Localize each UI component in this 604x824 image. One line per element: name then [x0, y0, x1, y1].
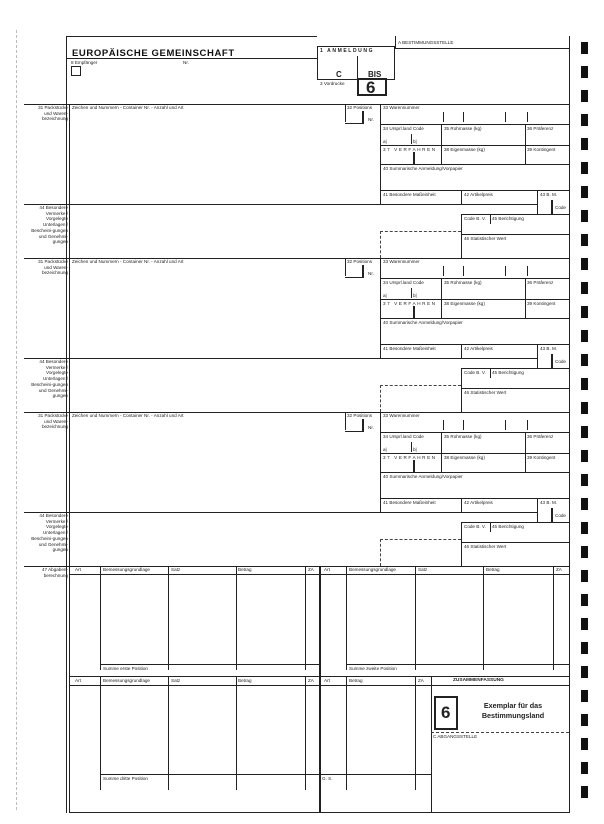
item3-code: Code	[555, 513, 566, 518]
item2-mid-divider	[380, 258, 381, 358]
abgaben-ll-satz: Satz	[171, 678, 181, 683]
item1-code: Code	[555, 205, 566, 210]
recipient-nr-label: Nr.	[183, 60, 189, 65]
abgaben-lr-betrag: Betrag	[349, 678, 363, 683]
abgaben-ur-v4	[553, 566, 554, 670]
item2-artikelpreis: 42 Artikelpreis	[464, 346, 493, 351]
abgaben-lr-gs: G. S.	[322, 776, 333, 781]
abgaben-lr-art: Art	[324, 678, 330, 683]
item1-berechtigung: 45 Berichtigung	[492, 216, 524, 221]
item1-wn-tick2	[463, 112, 464, 122]
item3-div-525	[525, 432, 526, 472]
item1-nr: Nr.	[368, 117, 374, 122]
item3-dash	[380, 539, 461, 540]
item2-ab-tick	[411, 288, 412, 298]
item3-artikelpreis: 42 Artikelpreis	[464, 500, 493, 505]
declaration-divider	[357, 56, 358, 80]
exemplar-line2: Bestimmungsland	[481, 711, 545, 720]
item1-warennummer: 33 Warennummer	[383, 105, 420, 110]
item2-wn-tick1	[443, 266, 444, 276]
item2-row-34	[380, 278, 569, 279]
item2-statistischer: 46 Statistischer Wert	[464, 390, 507, 395]
item3-div-461	[461, 498, 462, 512]
item2-kontingent: 39 Kontingent	[527, 301, 556, 306]
abgaben-ur-v1	[346, 566, 347, 670]
item3-row-40	[380, 472, 569, 473]
item1-rohmasse: 35 Rohmasse (kg)	[444, 126, 482, 131]
left-perforation	[16, 30, 17, 810]
item2-rohmasse: 35 Rohmasse (kg)	[444, 280, 482, 285]
abgaben-lr-v3	[431, 676, 432, 813]
item3-row-37	[380, 453, 569, 454]
item1-side-label: 31 Packstücke und Waren-bezeichnung	[38, 105, 68, 122]
item1-verfahren: 37 VERFAHREN	[383, 147, 437, 152]
item2-44-top	[24, 358, 537, 359]
item1-ursprungsland: 34 Ursprl.land Code	[383, 126, 424, 131]
item1-wn-tick4	[527, 112, 528, 122]
sheet-bottom	[69, 812, 569, 813]
item1-statistischer: 46 Statistischer Wert	[464, 236, 507, 241]
item3-div-441	[441, 432, 442, 472]
abgaben-ur-head	[319, 574, 569, 575]
item3-44-top	[24, 512, 537, 513]
item2-div-537	[537, 344, 538, 368]
item3-positions-label: 32 Positions	[347, 413, 373, 418]
item1-artikelpreis: 42 Artikelpreis	[464, 192, 493, 197]
item2-masseinheit: 41 Besondere Maßeinheit	[383, 346, 436, 351]
item1-row-37	[380, 145, 569, 146]
sheet-top-right-divider	[395, 36, 396, 48]
item2-verf-bracket	[413, 306, 415, 318]
abgaben-ul-sum	[100, 664, 319, 665]
abgaben-ll-head	[69, 685, 319, 686]
item3-44-row2	[461, 522, 569, 523]
abgaben-lr-v1	[346, 676, 347, 790]
item1-44-label: 44 Besondere Vermerke / Vorgelegte Unterlagen / Bescheini-gungen und Genehmi-gungen	[31, 205, 68, 245]
item3-codebv: Code B. V.	[464, 524, 486, 529]
abgaben-ll-v3	[236, 676, 237, 790]
item3-b: b|	[413, 447, 417, 452]
item1-mid-divider	[380, 104, 381, 204]
item1-row-34	[380, 124, 569, 125]
abgaben-ll-summe: Summe dritte Position	[103, 776, 148, 781]
declaration-c: C	[336, 70, 342, 79]
item2-div-461	[461, 344, 462, 358]
item1-positions-label: 32 Positions	[347, 105, 373, 110]
item3-div-490	[490, 522, 491, 532]
item3-dash-v	[380, 539, 381, 566]
item1-masseinheit: 41 Besondere Maßeinheit	[383, 192, 436, 197]
item3-ursprungsland: 34 Ursprl.land Code	[383, 434, 424, 439]
exemplar-line1: Exemplar für das	[483, 701, 543, 710]
item1-div-537	[537, 190, 538, 214]
item2-div-525	[525, 278, 526, 318]
abgaben-mid	[69, 676, 569, 677]
abgaben-ll-art: Art	[75, 678, 81, 683]
item1-ab-tick	[411, 134, 412, 144]
item1-marks-label: Zeichen und Nummern - Container Nr. - Anzahl und Art	[72, 105, 184, 110]
abgaben-ur-betrag: Betrag	[486, 567, 500, 572]
item1-wn-tick3	[505, 112, 506, 122]
item1-bm-bracket	[551, 200, 553, 214]
abgaben-ul-bem: Bemessungsgrundlage	[103, 567, 150, 572]
item2-verfahren: 37 VERFAHREN	[383, 301, 437, 306]
item1-praeferenz: 36 Präferenz	[527, 126, 554, 131]
abgaben-ur-art: Art	[324, 567, 330, 572]
copy-number: 6	[366, 78, 376, 97]
item3-div-461b	[461, 522, 462, 566]
item3-side-label: 31 Packstücke und Waren-bezeichnung	[38, 413, 68, 430]
abgangsstelle-label: C ABGANGSSTELLE	[433, 734, 478, 739]
abgaben-ur-v3	[483, 566, 484, 670]
abgaben-ll-v2	[168, 676, 169, 790]
item2-nr: Nr.	[368, 271, 374, 276]
abgaben-lr-v2	[415, 676, 416, 790]
item3-bm-bracket	[551, 508, 553, 522]
item3-a: a|	[383, 447, 387, 452]
item3-verfahren: 37 VERFAHREN	[383, 455, 437, 460]
item3-div-537	[537, 498, 538, 522]
item3-marks-label: Zeichen und Nummern - Container Nr. - Anzahl und Art	[72, 413, 184, 418]
item2-marks-label: Zeichen und Nummern - Container Nr. - Anzahl und Art	[72, 259, 184, 264]
item3-mid-divider	[380, 412, 381, 512]
abgaben-ll-v4	[305, 676, 306, 790]
item3-bm: 43 B. M.	[540, 500, 558, 505]
abgaben-zusammenfassung: ZUSAMMENFASSUNG	[453, 678, 504, 683]
abgaben-ur-v2	[415, 566, 416, 670]
abgaben-ul-v4	[305, 566, 306, 670]
item3-masseinheit: 41 Besondere Maßeinheit	[383, 500, 436, 505]
item2-praeferenz: 36 Präferenz	[527, 280, 554, 285]
item1-46-top	[461, 234, 569, 235]
item2-a: a|	[383, 293, 387, 298]
item1-dash	[380, 231, 461, 232]
item2-div-490	[490, 368, 491, 378]
item1-col2	[69, 104, 70, 258]
item2-positions-label: 32 Positions	[347, 259, 373, 264]
item1-44-row2	[461, 214, 569, 215]
item2-44-row2	[461, 368, 569, 369]
item1-dash-v	[380, 231, 381, 258]
item2-bm: 43 B. M.	[540, 346, 558, 351]
item1-div-525	[525, 124, 526, 164]
item3-praeferenz: 36 Präferenz	[527, 434, 554, 439]
item1-a: a|	[383, 139, 387, 144]
item3-row-41	[380, 498, 569, 499]
abgaben-ur-za: ZA	[556, 567, 562, 572]
item2-eigenmasse: 38 Eigenmasse (kg)	[444, 301, 485, 306]
item2-dash	[380, 385, 461, 386]
item2-row-37	[380, 299, 569, 300]
item3-pos-divider	[345, 412, 346, 430]
abgaben-ll-za: ZA	[308, 678, 314, 683]
item2-b: b|	[413, 293, 417, 298]
item2-side-label: 31 Packstücke und Waren-bezeichnung	[38, 259, 68, 276]
sheet-top-border-right	[395, 48, 569, 49]
item1-verf-bracket	[413, 152, 415, 164]
abgaben-ur-bem: Bemessungsgrundlage	[349, 567, 396, 572]
abgaben-ll-betrag: Betrag	[238, 678, 252, 683]
item1-summarische: 40 Summarische Anmeldung/Vorpapier	[383, 166, 463, 171]
abgaben-lr-sum	[319, 774, 431, 775]
item1-div-461	[461, 190, 462, 204]
item3-wn-tick2	[463, 420, 464, 430]
item1-wn-tick1	[443, 112, 444, 122]
item3-pos-bracket-h	[345, 431, 363, 432]
item2-col2	[69, 258, 70, 412]
item1-row-40	[380, 164, 569, 165]
item3-nr: Nr.	[368, 425, 374, 430]
item3-statistischer: 46 Statistischer Wert	[464, 544, 507, 549]
abgaben-ul-v2	[168, 566, 169, 670]
abgaben-ur-satz: Satz	[418, 567, 428, 572]
item1-row-41	[380, 190, 569, 191]
item2-pos-divider	[345, 258, 346, 276]
item3-44-label: 44 Besondere Vermerke / Vorgelegte Unterlagen / Bescheini-gungen und Genehmi-gungen	[31, 513, 68, 553]
abgaben-ul-head	[69, 574, 319, 575]
item2-pos-bracket-h	[345, 277, 363, 278]
declaration-label: 1 ANMELDUNG	[320, 48, 375, 54]
item1-pos-divider	[345, 104, 346, 122]
exemplar-number: 6	[441, 703, 451, 722]
item3-berechtigung: 45 Berichtigung	[492, 524, 524, 529]
item1-eigenmasse: 38 Eigenmasse (kg)	[444, 147, 485, 152]
destination-office-label: A BESTIMMUNGSSTELLE	[398, 40, 454, 45]
recipient-checkbox[interactable]	[71, 66, 81, 76]
abgaben-ul-art: Art	[75, 567, 81, 572]
item3-ab-tick	[411, 442, 412, 452]
form-title: EUROPÄISCHE GEMEINSCHAFT	[72, 48, 235, 59]
sheet-right-border	[569, 36, 570, 813]
item1-div-441	[441, 124, 442, 164]
item3-verf-bracket	[413, 460, 415, 472]
item3-eigenmasse: 38 Eigenmasse (kg)	[444, 455, 485, 460]
forms-count-label: 3 Vordrucke	[320, 81, 345, 86]
abgaben-ur-sum	[346, 664, 569, 665]
item2-dash-v	[380, 385, 381, 412]
item1-44-top	[24, 204, 537, 205]
abgaben-ll-bem: Bemessungsgrundlage	[103, 678, 150, 683]
item2-44-label: 44 Besondere Vermerke / Vorgelegte Unterlagen / Bescheini-gungen und Genehmi-gungen	[31, 359, 68, 399]
item2-warennummer: 33 Warennummer	[383, 259, 420, 264]
item2-code: Code	[555, 359, 566, 364]
item3-46-top	[461, 542, 569, 543]
item2-div-461b	[461, 368, 462, 412]
item3-wn-tick3	[505, 420, 506, 430]
abgaben-ul-betrag: Betrag	[238, 567, 252, 572]
item2-wn-tick3	[505, 266, 506, 276]
item3-summarische: 40 Summarische Anmeldung/Vorpapier	[383, 474, 463, 479]
item2-ursprungsland: 34 Ursprl.land Code	[383, 280, 424, 285]
abgangsstelle-line	[431, 732, 569, 733]
sheet-top-border	[66, 36, 317, 37]
abgaben-lr-za: ZA	[418, 678, 424, 683]
item2-row-40	[380, 318, 569, 319]
item2-div-441	[441, 278, 442, 318]
abgaben-center-divider	[319, 566, 321, 813]
abgaben-ul-v1	[100, 566, 101, 670]
item2-46-top	[461, 388, 569, 389]
item2-summarische: 40 Summarische Anmeldung/Vorpapier	[383, 320, 463, 325]
declaration-bis: BIS	[368, 70, 382, 79]
item3-wn-tick4	[527, 420, 528, 430]
item3-col2	[69, 412, 70, 566]
abgaben-ul-za: ZA	[308, 567, 314, 572]
abgaben-lr-head	[319, 685, 569, 686]
item3-warennummer: 33 Warennummer	[383, 413, 420, 418]
abgaben-ll-v1	[100, 676, 101, 790]
abgaben-col-left	[69, 566, 70, 813]
item2-berechtigung: 45 Berichtigung	[492, 370, 524, 375]
item3-kontingent: 39 Kontingent	[527, 455, 556, 460]
abgaben-ll-sum	[100, 774, 319, 775]
recipient-label: 8 Empfänger	[71, 60, 98, 65]
item2-bm-bracket	[551, 354, 553, 368]
abgaben-ul-v3	[236, 566, 237, 670]
item1-kontingent: 39 Kontingent	[527, 147, 556, 152]
item1-b: b|	[413, 139, 417, 144]
item2-codebv: Code B. V.	[464, 370, 486, 375]
abgaben-side-label: 47 Abgaben-berechnung	[41, 567, 68, 578]
item3-row-34	[380, 432, 569, 433]
item2-wn-tick4	[527, 266, 528, 276]
abgaben-ul-satz: Satz	[171, 567, 181, 572]
header-divider	[66, 58, 317, 59]
item2-row-41	[380, 344, 569, 345]
item1-bm: 43 B. M.	[540, 192, 558, 197]
abgaben-ur-summe: Summe zweite Position	[349, 666, 397, 671]
item1-div-490	[490, 214, 491, 224]
item3-wn-tick1	[443, 420, 444, 430]
item1-div-461b	[461, 214, 462, 258]
item3-rohmasse: 35 Rohmasse (kg)	[444, 434, 482, 439]
item1-codebv: Code B. V.	[464, 216, 486, 221]
item2-wn-tick2	[463, 266, 464, 276]
item1-pos-bracket-h	[345, 123, 363, 124]
abgaben-ul-summe: Summe erste Position	[103, 666, 148, 671]
